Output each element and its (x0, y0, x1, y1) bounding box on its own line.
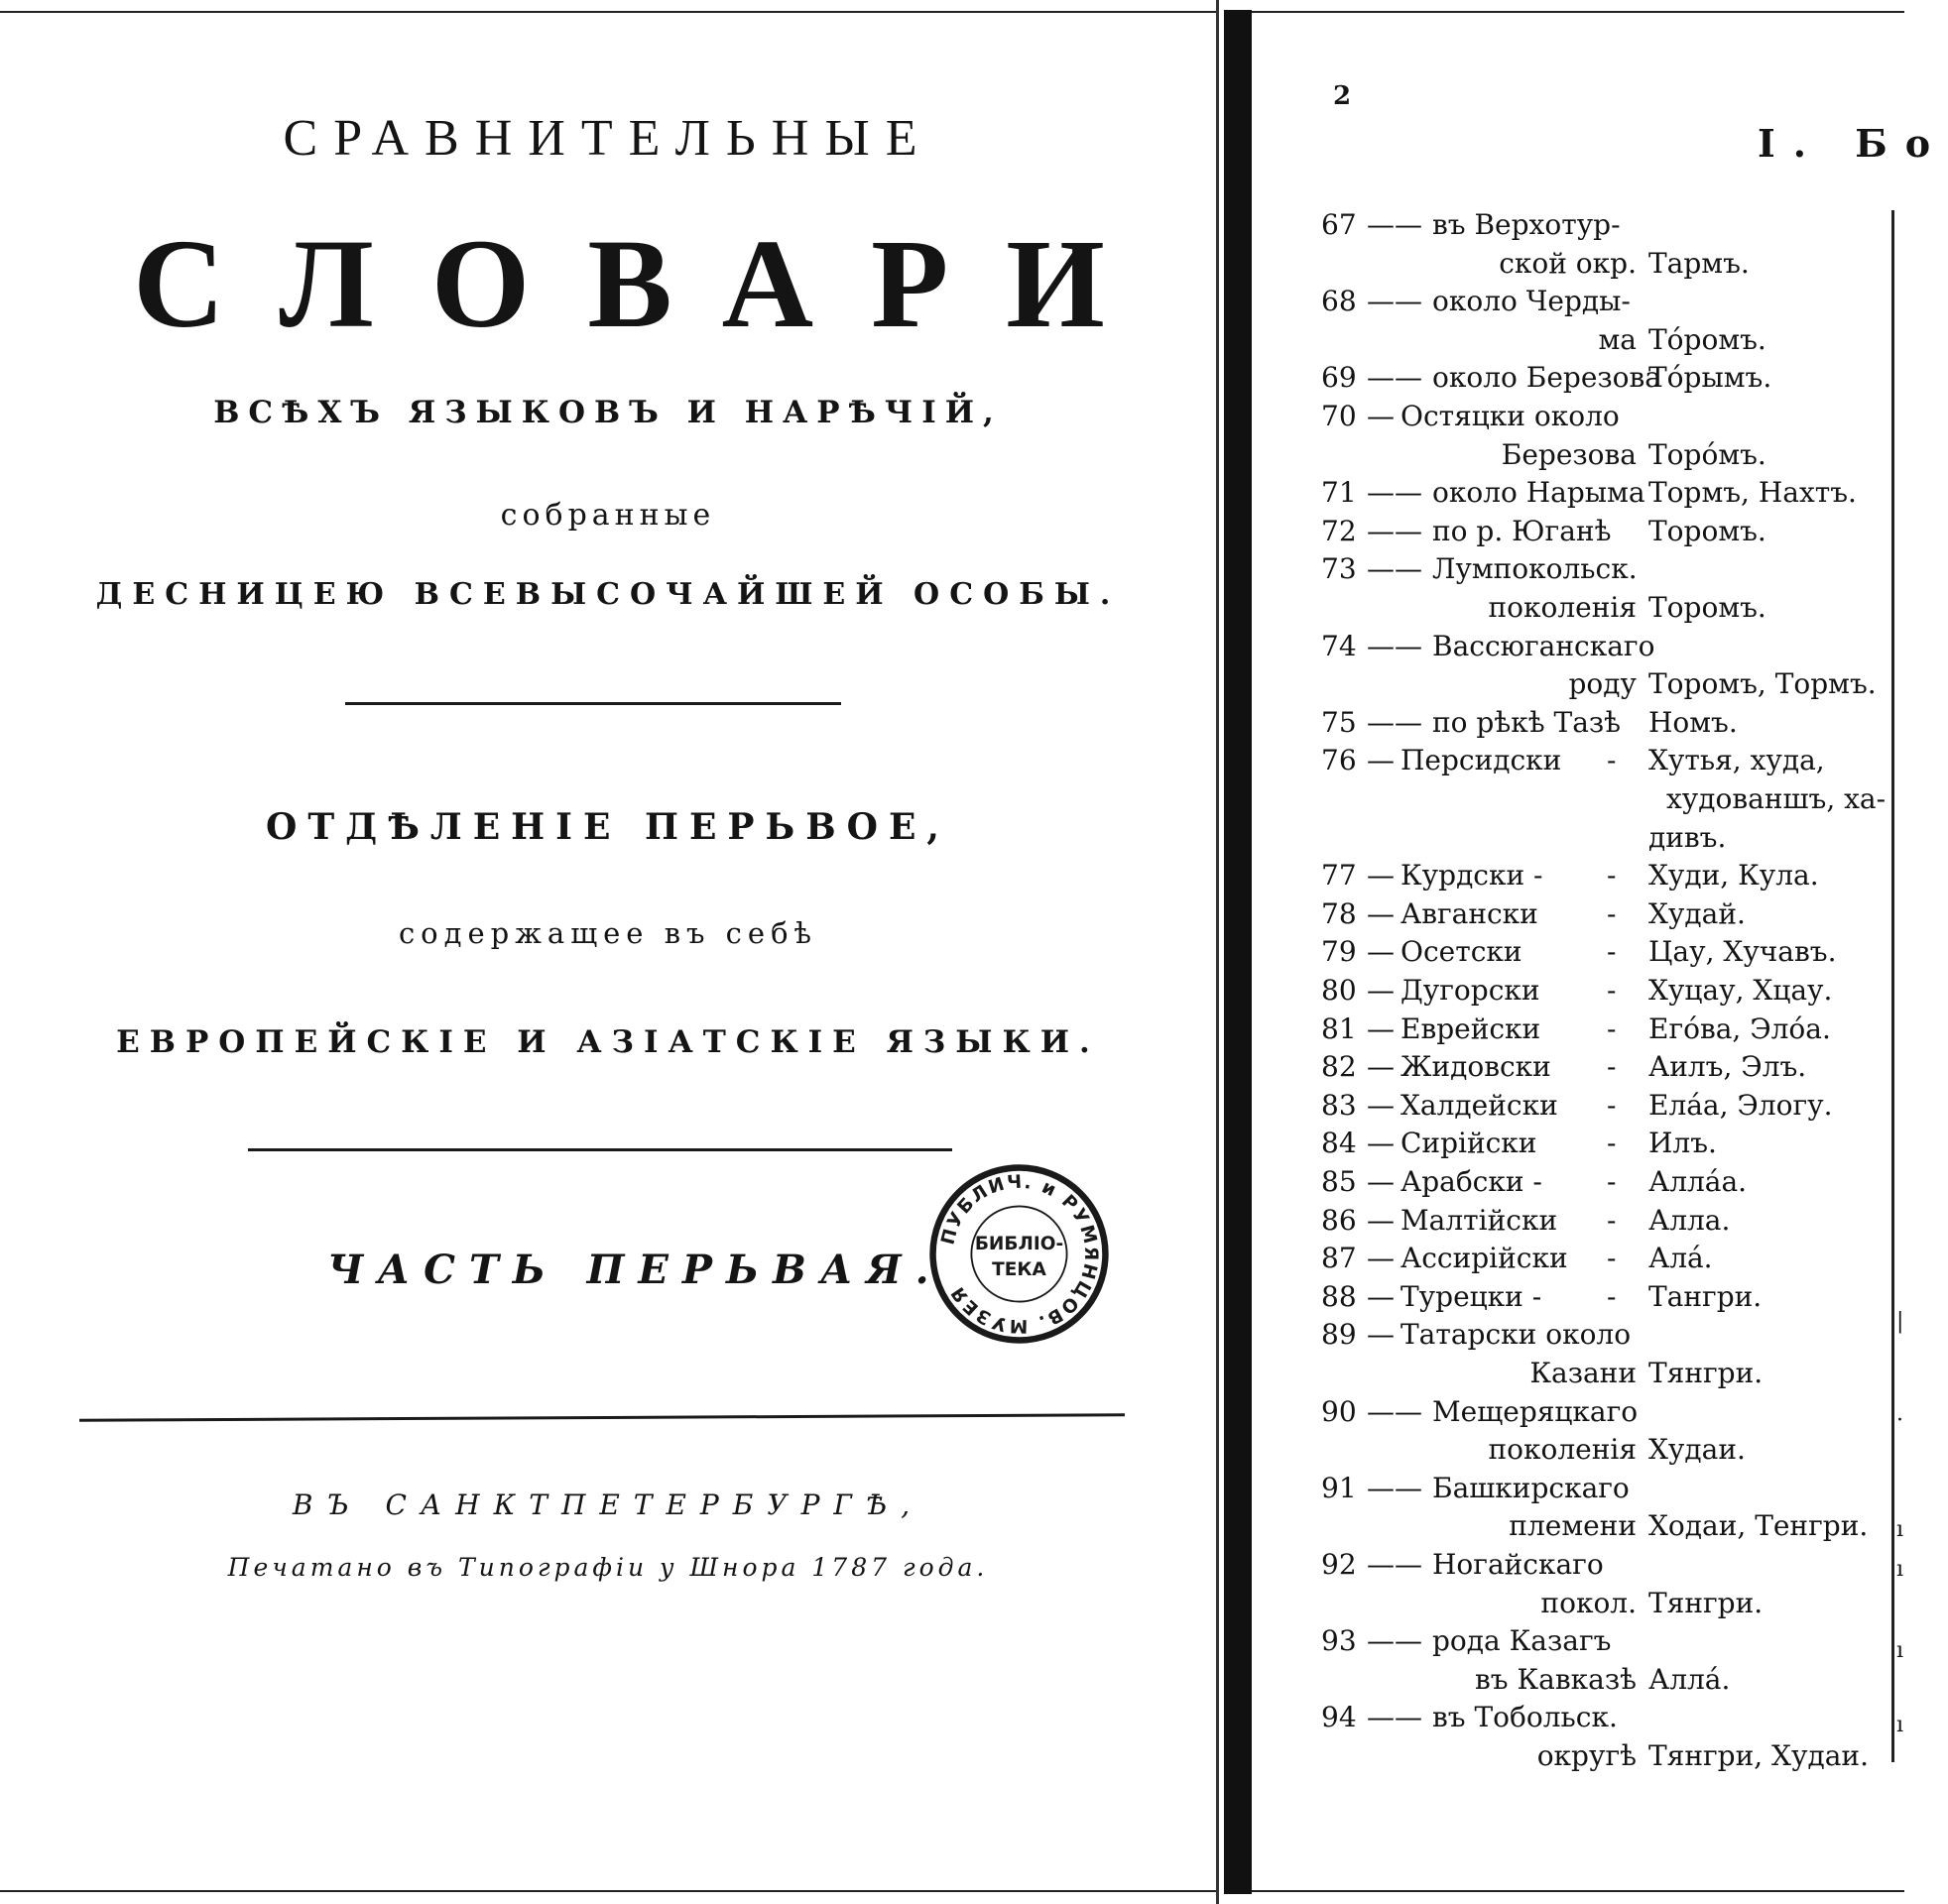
entry-continuation-line (1252, 665, 1896, 703)
divider-rule (345, 702, 841, 705)
entry-language: Мещеряцкаго (1432, 1394, 1639, 1428)
entry-language: Турецки - (1400, 1279, 1542, 1313)
entry-line (1252, 1240, 1896, 1277)
entry-word: Хутья, худа, (1648, 744, 1825, 777)
entry-dash: — (1367, 1279, 1395, 1313)
frame-line (1252, 1890, 1904, 1892)
entry-continuation: ма (1598, 322, 1637, 356)
entry-language: Осетски (1400, 935, 1522, 969)
entry-word-continued: худованшъ, ха- (1666, 782, 1887, 815)
entry-dash: —— (1367, 1624, 1422, 1658)
entry-word: Тянгри. (1648, 1586, 1764, 1619)
stamp-ring-text: ПУБЛИЧ. и РУМЯНЦОВ. МУЗЕЯ (937, 1171, 1102, 1337)
entry-dash: — (1367, 1088, 1395, 1122)
entry-language: рода Казагъ (1432, 1624, 1612, 1658)
entry-word: Тянгри, Худаи. (1648, 1739, 1869, 1772)
entry-continuation-line (1252, 1355, 1896, 1392)
entry-language: около Березова (1432, 361, 1661, 395)
entry-continuation: округѣ (1536, 1739, 1637, 1772)
stamp-center-line-2: ТЕКА (992, 1258, 1046, 1280)
entry-number: 84 (1321, 1127, 1357, 1160)
entry-language: Ассирійски (1400, 1242, 1568, 1275)
entry-continuation-line (1252, 1661, 1896, 1699)
entry-dash-filler: - (1607, 1050, 1617, 1084)
entry-continuation-line (1252, 589, 1896, 627)
entry-line (1252, 1546, 1896, 1584)
entry-word: Ходаи, Тенгри. (1648, 1509, 1869, 1543)
division-heading: ОТДѢЛЕНІЕ ПЕРЬВОЕ, (266, 806, 950, 848)
part-heading: ЧАСТЬ ПЕРЬВАЯ. (327, 1247, 943, 1293)
entry-language: Башкирскаго (1432, 1471, 1630, 1504)
entry-word: Торомъ. (1648, 514, 1766, 547)
entry-word: Торо́мъ. (1648, 437, 1766, 471)
entry-word: Торомъ, Тормъ. (1648, 667, 1877, 701)
entry-word: Алла́. (1648, 1662, 1731, 1696)
entry-word: Худай. (1648, 896, 1746, 930)
entry-dash: — (1367, 896, 1395, 930)
entry-line (1252, 933, 1896, 971)
entry-number: 78 (1321, 896, 1357, 930)
title-line-2: СЛОВАРИ (133, 213, 1162, 354)
city-line: ВЪ САНКТПЕТЕРБУРГѢ, (292, 1488, 924, 1521)
entry-number: 94 (1321, 1701, 1357, 1734)
entry-dash: — (1367, 1242, 1395, 1275)
entry-continuation: поколенія (1488, 1433, 1637, 1467)
entry-dash-filler: - (1607, 1012, 1617, 1045)
entry-language: Лумпокольск. (1432, 552, 1638, 586)
entry-dash: — (1367, 1165, 1395, 1198)
entry-line (1252, 1699, 1896, 1736)
entry-dash: —— (1367, 705, 1422, 739)
stamp-center-line-1: БИБЛІО- (974, 1233, 1064, 1254)
entry-language: Дугорски (1400, 974, 1540, 1007)
edge-mark: ı (1896, 1638, 1904, 1663)
entry-number: 90 (1321, 1394, 1357, 1428)
entry-continuation: ской окр. (1499, 246, 1637, 280)
entry-number: 68 (1321, 285, 1357, 318)
entry-number: 69 (1321, 361, 1357, 395)
entry-continuation-line (1252, 1507, 1896, 1545)
entry-number: 88 (1321, 1279, 1357, 1313)
entry-dash-filler: - (1607, 974, 1617, 1007)
entry-number: 87 (1321, 1242, 1357, 1275)
entry-continuation-line (1252, 1431, 1896, 1469)
entry-number: 67 (1321, 208, 1357, 241)
entry-dash-filler: - (1607, 1088, 1617, 1122)
entry-dash: — (1367, 1318, 1395, 1352)
entry-dash: — (1367, 1203, 1395, 1237)
entry-line (1252, 895, 1896, 933)
entry-number: 91 (1321, 1471, 1357, 1504)
divider-rule (79, 1413, 1125, 1422)
entry-dash: — (1367, 400, 1395, 432)
entry-line (1252, 1087, 1896, 1125)
entry-word: Ала́. (1648, 1242, 1713, 1275)
entry-line (1252, 1316, 1896, 1354)
entry-continuation: въ Кавказѣ (1475, 1662, 1637, 1696)
entry-line (1252, 474, 1896, 512)
entry-language: около Нарыма (1432, 476, 1645, 510)
entry-word: То́ромъ. (1648, 322, 1766, 356)
entry-number: 79 (1321, 935, 1357, 969)
entry-line (1252, 1048, 1896, 1086)
entry-number: 83 (1321, 1088, 1357, 1122)
edge-mark: ı (1896, 1713, 1904, 1737)
entry-dash: — (1367, 974, 1395, 1007)
entry-dash-filler: - (1607, 1165, 1617, 1198)
entry-number: 73 (1321, 552, 1357, 586)
entry-continuation-line (1252, 321, 1896, 359)
entry-dash: —— (1367, 1471, 1422, 1504)
edge-mark: | (1896, 1309, 1904, 1334)
library-stamp (927, 1162, 1111, 1346)
entry-number: 86 (1321, 1203, 1357, 1237)
entry-language: Жидовски (1400, 1050, 1551, 1084)
page-number: 2 (1333, 81, 1352, 111)
entry-number: 92 (1321, 1548, 1357, 1581)
entry-line (1252, 1202, 1896, 1240)
entry-line (1252, 398, 1896, 435)
entry-dash: —— (1367, 1548, 1422, 1581)
entry-line (1252, 742, 1896, 779)
entry-number: 80 (1321, 974, 1357, 1007)
entry-dash: — (1367, 859, 1395, 892)
dictionary-page (1252, 0, 1948, 1904)
entry-line (1252, 857, 1896, 894)
entry-dash-filler: - (1607, 1127, 1617, 1160)
entry-word: Илъ. (1648, 1127, 1717, 1160)
collected-text: собранные (500, 498, 716, 533)
entry-word: Аилъ, Элъ. (1648, 1050, 1807, 1084)
entry-number: 85 (1321, 1165, 1357, 1198)
entry-dash: — (1367, 1012, 1395, 1045)
entry-word: То́рымъ. (1648, 361, 1772, 395)
entry-continuation: роду (1568, 667, 1637, 701)
subtitle: ВСѢХЪ ЯЗЫКОВЪ И НАРѢЧІЙ, (213, 395, 1003, 430)
entry-word: Худаи. (1648, 1433, 1746, 1467)
entry-line (1252, 1278, 1896, 1316)
entry-number: 72 (1321, 514, 1357, 547)
entry-line (1252, 283, 1896, 320)
entry-line (1252, 628, 1896, 665)
entry-continuation-line (1252, 819, 1896, 857)
entry-language: Сирійски (1400, 1127, 1537, 1160)
edge-mark: · (1896, 1408, 1903, 1433)
frame-line (1252, 11, 1904, 13)
entry-language: Малтійски (1400, 1203, 1558, 1237)
entry-line (1252, 359, 1896, 397)
entry-line (1252, 513, 1896, 550)
entry-dash: —— (1367, 629, 1422, 662)
frame-line (0, 1890, 1216, 1892)
title-line-1: СРАВНИТЕЛЬНЫЕ (283, 110, 933, 167)
entry-word: Хуцау, Хцау. (1648, 974, 1833, 1007)
entry-dash: —— (1367, 476, 1422, 510)
entry-word: Тормъ, Нахтъ. (1648, 476, 1857, 510)
entry-number: 74 (1321, 629, 1357, 662)
entry-word: Ела́а, Элогу. (1648, 1088, 1833, 1122)
entry-number: 93 (1321, 1624, 1357, 1658)
entry-continuation: покол. (1540, 1586, 1637, 1619)
printer-line: Печатано въ Типографіи у Шнора 1787 года. (227, 1553, 989, 1582)
entry-dash: —— (1367, 514, 1422, 547)
entry-line (1252, 1011, 1896, 1048)
entry-language: Вассюганскаго (1432, 629, 1655, 662)
entry-word: Номъ. (1648, 705, 1738, 739)
entry-continuation-line (1252, 245, 1896, 283)
entry-number: 75 (1321, 705, 1357, 739)
entry-line (1252, 1393, 1896, 1431)
entry-continuation: Березова (1501, 437, 1637, 471)
entry-word: Алла́а. (1648, 1165, 1748, 1198)
entry-line (1252, 206, 1896, 244)
entry-dash-filler: - (1607, 935, 1617, 969)
entry-dash: — (1367, 935, 1395, 969)
entry-continuation: Казани (1529, 1357, 1637, 1389)
entry-word: Цау, Хучавъ. (1648, 935, 1837, 969)
entry-line (1252, 550, 1896, 588)
frame-line (0, 11, 1216, 13)
book-gutter (1224, 10, 1252, 1894)
entry-language: Авгански (1400, 896, 1538, 930)
entry-word: Тармъ. (1648, 246, 1750, 280)
entry-language: Остяцки около (1400, 400, 1620, 432)
entry-dash-filler: - (1607, 1203, 1617, 1237)
entry-continuation-line (1252, 1585, 1896, 1622)
entry-language: по р. Юганѣ (1432, 514, 1612, 547)
entry-line (1252, 704, 1896, 742)
running-head: I. Бо (1758, 121, 1948, 166)
entry-continuation-line (1252, 436, 1896, 474)
entry-word: Худи, Кула. (1648, 859, 1819, 892)
entry-continuation-line (1252, 780, 1896, 818)
entry-number: 70 (1321, 400, 1357, 432)
entry-dash: —— (1367, 208, 1422, 241)
entry-language: Халдейски (1400, 1088, 1558, 1122)
entry-language: въ Верхотур- (1432, 208, 1621, 241)
entry-word: Алла. (1648, 1203, 1731, 1237)
entry-dash-filler: - (1607, 859, 1617, 892)
entry-language: въ Тобольск. (1432, 1701, 1618, 1734)
entry-line (1252, 1622, 1896, 1660)
entry-dash: — (1367, 1127, 1395, 1160)
entry-dash-filler: - (1607, 744, 1617, 777)
edge-mark: ı (1896, 1557, 1904, 1582)
entry-language: Курдски - (1400, 859, 1543, 892)
entry-dash-filler: - (1607, 896, 1617, 930)
languages-heading: ЕВРОПЕЙСКІЕ И АЗІАТСКІЕ ЯЗЫКИ. (116, 1024, 1100, 1060)
entry-number: 89 (1321, 1318, 1357, 1352)
entry-line (1252, 1125, 1896, 1162)
entry-line (1252, 972, 1896, 1010)
entry-continuation: поколенія (1488, 591, 1637, 624)
entry-number: 82 (1321, 1050, 1357, 1084)
entry-language: около Черды- (1432, 285, 1631, 318)
entry-number: 81 (1321, 1012, 1357, 1045)
entry-language: по рѣкѣ Тазѣ (1432, 705, 1622, 739)
entry-dash: —— (1367, 285, 1422, 318)
entry-dash: — (1367, 1050, 1395, 1084)
entry-word-continued: дивъ. (1648, 820, 1727, 854)
entry-language: Арабски - (1400, 1165, 1542, 1198)
entry-dash: —— (1367, 1394, 1422, 1428)
entry-line (1252, 1470, 1896, 1507)
entry-word: Торомъ. (1648, 591, 1766, 624)
entry-number: 76 (1321, 744, 1357, 777)
edge-mark: ı (1896, 1517, 1904, 1542)
entry-continuation-line (1252, 1737, 1896, 1775)
containing-text: содержащее въ себѣ (398, 916, 818, 950)
entry-dash-filler: - (1607, 1279, 1617, 1313)
divider-rule (248, 1148, 952, 1151)
entry-dash: — (1367, 744, 1395, 777)
entry-number: 77 (1321, 859, 1357, 892)
entry-dash: —— (1367, 552, 1422, 586)
entry-line (1252, 1163, 1896, 1201)
entry-number: 71 (1321, 476, 1357, 510)
entry-dash: —— (1367, 1701, 1422, 1734)
entry-dash: —— (1367, 361, 1422, 395)
entry-word: Тангри. (1648, 1279, 1763, 1313)
entry-language: Персидски (1400, 744, 1562, 777)
entry-word: Тянгри. (1648, 1357, 1764, 1389)
entry-continuation: племени (1509, 1509, 1637, 1543)
entry-language: Ногайскаго (1432, 1548, 1604, 1581)
entry-word: Его́ва, Элόа. (1648, 1012, 1831, 1045)
entry-language: Еврейски (1400, 1012, 1541, 1045)
entry-language: Татарски около (1400, 1318, 1632, 1352)
entry-dash-filler: - (1607, 1242, 1617, 1275)
hand-of-text: ДЕСНИЦЕЮ ВСЕВЫСОЧАЙШЕЙ ОСОБЫ. (95, 577, 1121, 612)
